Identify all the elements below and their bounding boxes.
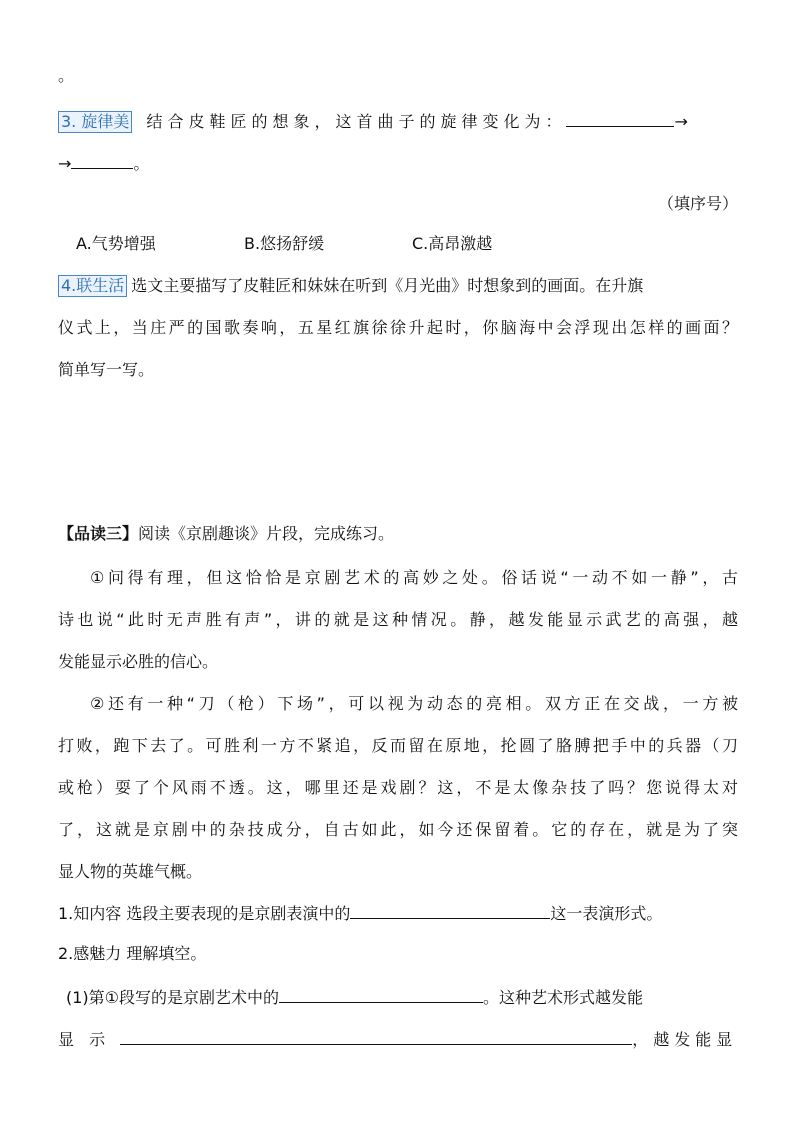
answer-blank[interactable] bbox=[566, 108, 674, 127]
answer-blank[interactable] bbox=[279, 984, 483, 1003]
paragraph-2-line: 了，这就是京剧中的杂技成分，自古如此，如今还保留着。它的存在，就是为了突 bbox=[58, 820, 738, 839]
question-4-line3: 简单写一写。 bbox=[58, 360, 155, 379]
paragraph-1-line: 发能显示必胜的信心。 bbox=[58, 652, 219, 671]
question-1-text: 1.知内容 选段主要表现的是京剧表演中的 bbox=[58, 904, 351, 923]
paragraph-1-line: ①问得有理，但这恰恰是京剧艺术的高妙之处。俗话说“一动不如一静”，古 bbox=[90, 568, 738, 587]
question-4-tag: 4.联生活 bbox=[58, 275, 127, 297]
section-label: 【品读三】 bbox=[58, 524, 139, 543]
question-2-1-tail: ，越发能显 bbox=[632, 1030, 738, 1049]
section-instruction: 阅读《京剧趣谈》片段，完成练习。 bbox=[138, 524, 395, 543]
answer-blank[interactable] bbox=[120, 1026, 632, 1045]
fill-number-note: （填序号） bbox=[657, 194, 738, 213]
section-heading bbox=[58, 522, 738, 546]
question-1-end: 这一表演形式。 bbox=[550, 904, 663, 923]
question-1 bbox=[58, 900, 738, 924]
answer-blank[interactable] bbox=[71, 150, 133, 169]
paragraph-2-line: 显人物的英雄气概。 bbox=[58, 862, 203, 881]
leading-period: 。 bbox=[58, 66, 75, 85]
question-4-line1: 选文主要描写了皮鞋匠和妹妹在听到《月光曲》时想象到的画面。在升旗 bbox=[131, 276, 644, 295]
paragraph-2-line: ②还有一种“刀（枪）下场”，可以视为动态的亮相。双方正在交战，一方被 bbox=[90, 694, 738, 713]
answer-blank[interactable] bbox=[350, 900, 550, 919]
option-c: C.高昂激越 bbox=[412, 234, 493, 253]
question-3-tag: 3. 旋律美 bbox=[58, 111, 132, 133]
question-3-text: 结合皮鞋匠的想象，这首曲子的旋律变化为： bbox=[146, 112, 567, 131]
question-2-1-show: 显 示 bbox=[58, 1030, 111, 1049]
period: 。 bbox=[133, 154, 150, 173]
question-4 bbox=[58, 274, 738, 298]
options-row bbox=[76, 232, 756, 256]
paragraph-2-line: 打败，跑下去了。可胜利一方不紧追，反而留在原地，抡圆了胳膊把手中的兵器（刀 bbox=[58, 736, 738, 755]
paragraph-2-line: 或枪）耍了个风雨不透。这，哪里还是戏剧？这，不是太像杂技了吗？您说得太对 bbox=[58, 778, 738, 797]
paragraph-1-line: 诗也说“此时无声胜有声”，讲的就是这种情况。静，越发能显示武艺的高强，越 bbox=[58, 610, 738, 629]
question-2: 2.感魅力 理解填空。 bbox=[58, 944, 207, 963]
question-2-1-end: 。这种艺术形式越发能 bbox=[483, 988, 644, 1007]
option-a: A.气势增强 bbox=[76, 234, 156, 253]
question-4-line2: 仪式上，当庄严的国歌奏响，五星红旗徐徐升起时，你脑海中会浮现出怎样的画面？ bbox=[58, 318, 738, 337]
arrow: → bbox=[674, 112, 688, 131]
question-3 bbox=[58, 108, 738, 132]
question-3-cont bbox=[58, 150, 738, 174]
question-2-1-text: (1)第①段写的是京剧艺术中的 bbox=[66, 988, 280, 1007]
question-2-1 bbox=[66, 984, 738, 1008]
arrow: → bbox=[58, 154, 72, 173]
question-2-1-cont bbox=[58, 1026, 738, 1050]
option-b: B.悠扬舒缓 bbox=[244, 234, 325, 253]
